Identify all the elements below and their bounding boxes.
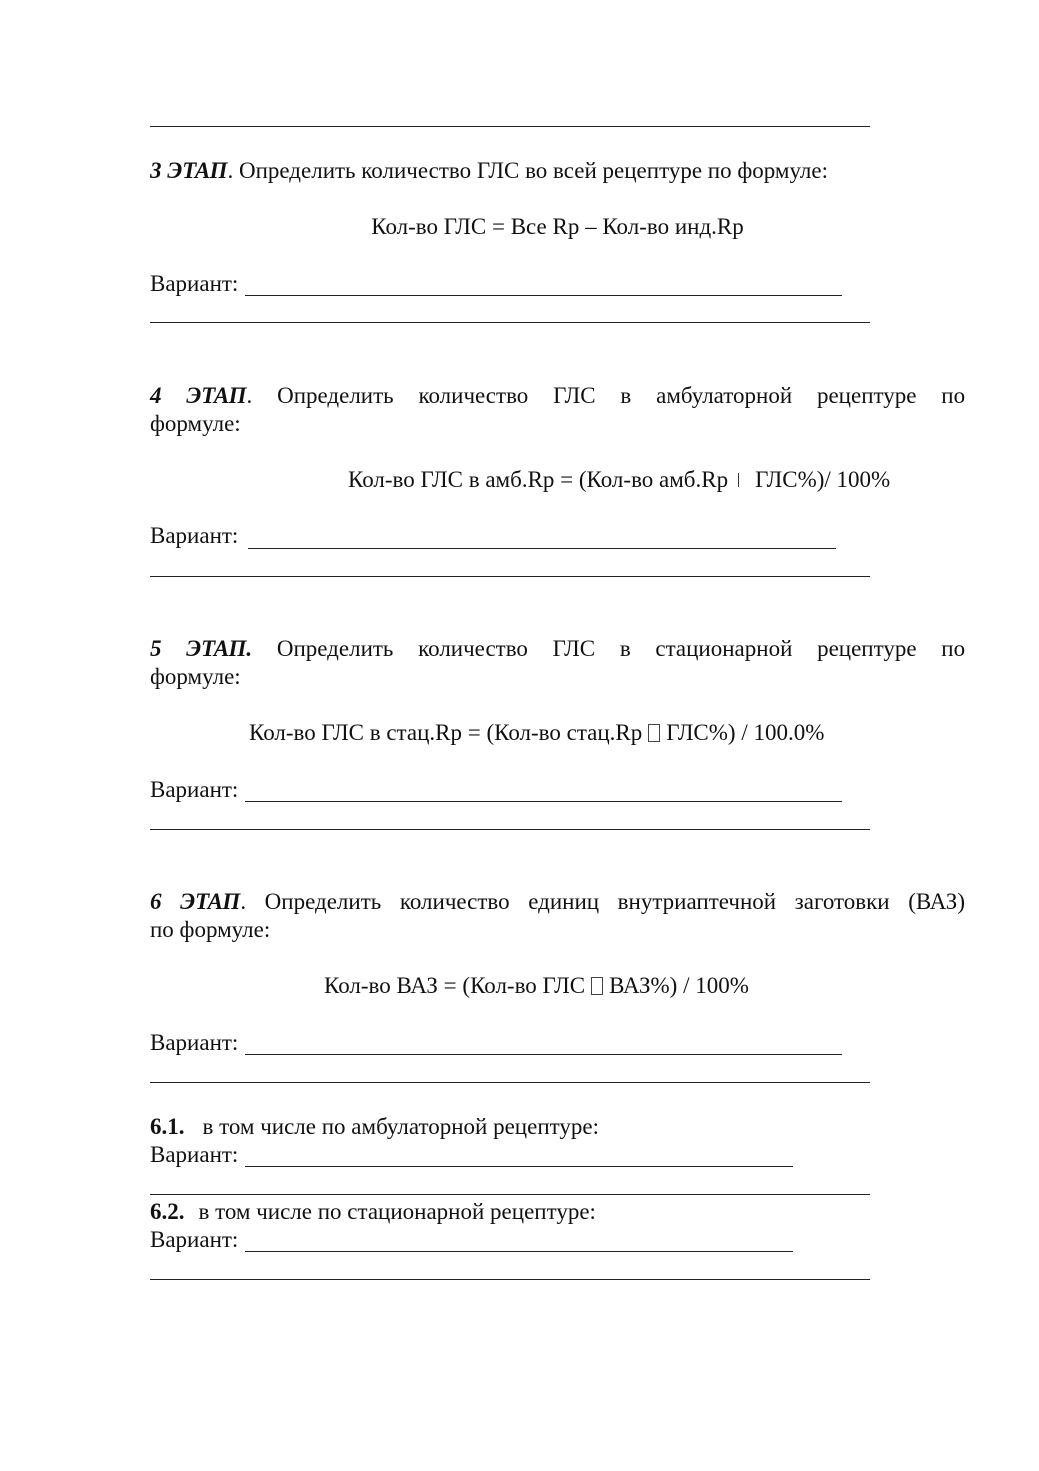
- stage-text-line2: по формуле:: [150, 917, 271, 942]
- formula-part: ВАЗ%) / 100%: [609, 973, 749, 998]
- multiply-symbol: [591, 977, 603, 995]
- multiply-symbol: [648, 724, 660, 742]
- formula-part: ГЛС%)/ 100%: [755, 467, 891, 492]
- word: количество: [399, 889, 510, 914]
- word: заготовки: [794, 889, 890, 914]
- answer-line[interactable]: [245, 1166, 793, 1167]
- formula-part: Кол-во ГЛС в стац.Rp = (Кол-во стац.Rp: [249, 720, 643, 745]
- stage-label: 6 ЭТАП: [150, 889, 241, 914]
- stage-label: 5 ЭТАП.: [150, 636, 253, 661]
- subsection-text: в том числе по амбулаторной рецептуре:: [202, 1114, 599, 1139]
- word: по: [941, 636, 966, 661]
- answer-line[interactable]: [245, 1251, 793, 1252]
- answer-line[interactable]: [150, 1279, 870, 1280]
- formula-part: Кол-во ВАЗ = (Кол-во ГЛС: [324, 973, 586, 998]
- word: стационарной: [655, 636, 793, 661]
- answer-line[interactable]: [150, 1194, 870, 1195]
- variant-label: Вариант:: [150, 1227, 239, 1252]
- subsection-text: в том числе по стационарной рецептуре:: [198, 1199, 596, 1224]
- answer-line: [150, 126, 870, 127]
- word: количество: [418, 383, 529, 408]
- formula-part: ГЛС%) / 100.0%: [666, 720, 825, 745]
- subsection-number: 6.2.: [150, 1199, 185, 1224]
- stage-text-line2: формуле:: [150, 411, 241, 436]
- multiply-symbol: [738, 473, 741, 487]
- answer-line[interactable]: [245, 801, 842, 802]
- answer-line[interactable]: [150, 829, 870, 830]
- word: в: [619, 636, 631, 661]
- variant-label: Вариант:: [150, 777, 239, 802]
- variant-label: Вариант:: [150, 271, 239, 296]
- word: Определить: [277, 383, 394, 408]
- stage-label: 3 ЭТАП: [150, 158, 228, 183]
- word: внутриаптечной: [617, 889, 777, 914]
- answer-line[interactable]: [150, 1082, 870, 1083]
- subsection-6-2: [150, 1198, 596, 1226]
- subsection-6-1: [150, 1113, 599, 1141]
- stage-text-line2: формуле:: [150, 664, 241, 689]
- stage-6-heading: 6 ЭТАП. Определить количество единиц внутриаптечной заготовки (ВАЗ): [150, 889, 965, 914]
- word: ГЛС: [552, 636, 596, 661]
- stage-text: Определить количество ГЛС во всей рецептуре по формуле:: [238, 158, 829, 183]
- word: рецептуре: [817, 636, 917, 661]
- word: количество: [418, 636, 528, 661]
- formula-part: Кол-во ГЛС в амб.Rp = (Кол-во амб.Rp: [348, 467, 729, 492]
- answer-line[interactable]: [248, 548, 836, 549]
- stage-label: 4 ЭТАП: [150, 383, 247, 408]
- answer-line[interactable]: [245, 295, 842, 296]
- answer-line[interactable]: [150, 322, 870, 323]
- subsection-number: 6.1.: [150, 1114, 185, 1139]
- word: в: [620, 383, 632, 408]
- stage-5-heading: [150, 635, 965, 663]
- word: единиц: [528, 889, 600, 914]
- stage-6-formula: [324, 972, 749, 1000]
- word: Определить: [276, 636, 394, 661]
- word: (ВАЗ): [908, 889, 965, 914]
- answer-line[interactable]: [150, 576, 870, 577]
- stage-3-heading: 3 ЭТАП. Определить количество ГЛС во всей рецептуре по формуле:: [150, 158, 829, 183]
- stage-4-formula: [268, 466, 1039, 494]
- answer-line[interactable]: [245, 1054, 842, 1055]
- variant-label: Вариант:: [150, 1142, 239, 1167]
- stage-5-formula: [249, 719, 824, 747]
- word: ГЛС: [553, 383, 596, 408]
- word: рецептуре: [816, 383, 917, 408]
- word: амбулаторной: [656, 383, 793, 408]
- variant-label: Вариант:: [150, 1030, 239, 1055]
- stage-3-formula: Кол-во ГЛС = Все Rp – Кол-во инд.Rp: [371, 214, 744, 239]
- word: по: [941, 383, 966, 408]
- word: Определить: [264, 889, 382, 914]
- stage-4-heading: 4 ЭТАП. Определить количество ГЛС в амбулаторной рецептуре по: [150, 383, 966, 408]
- variant-label: Вариант:: [150, 523, 239, 548]
